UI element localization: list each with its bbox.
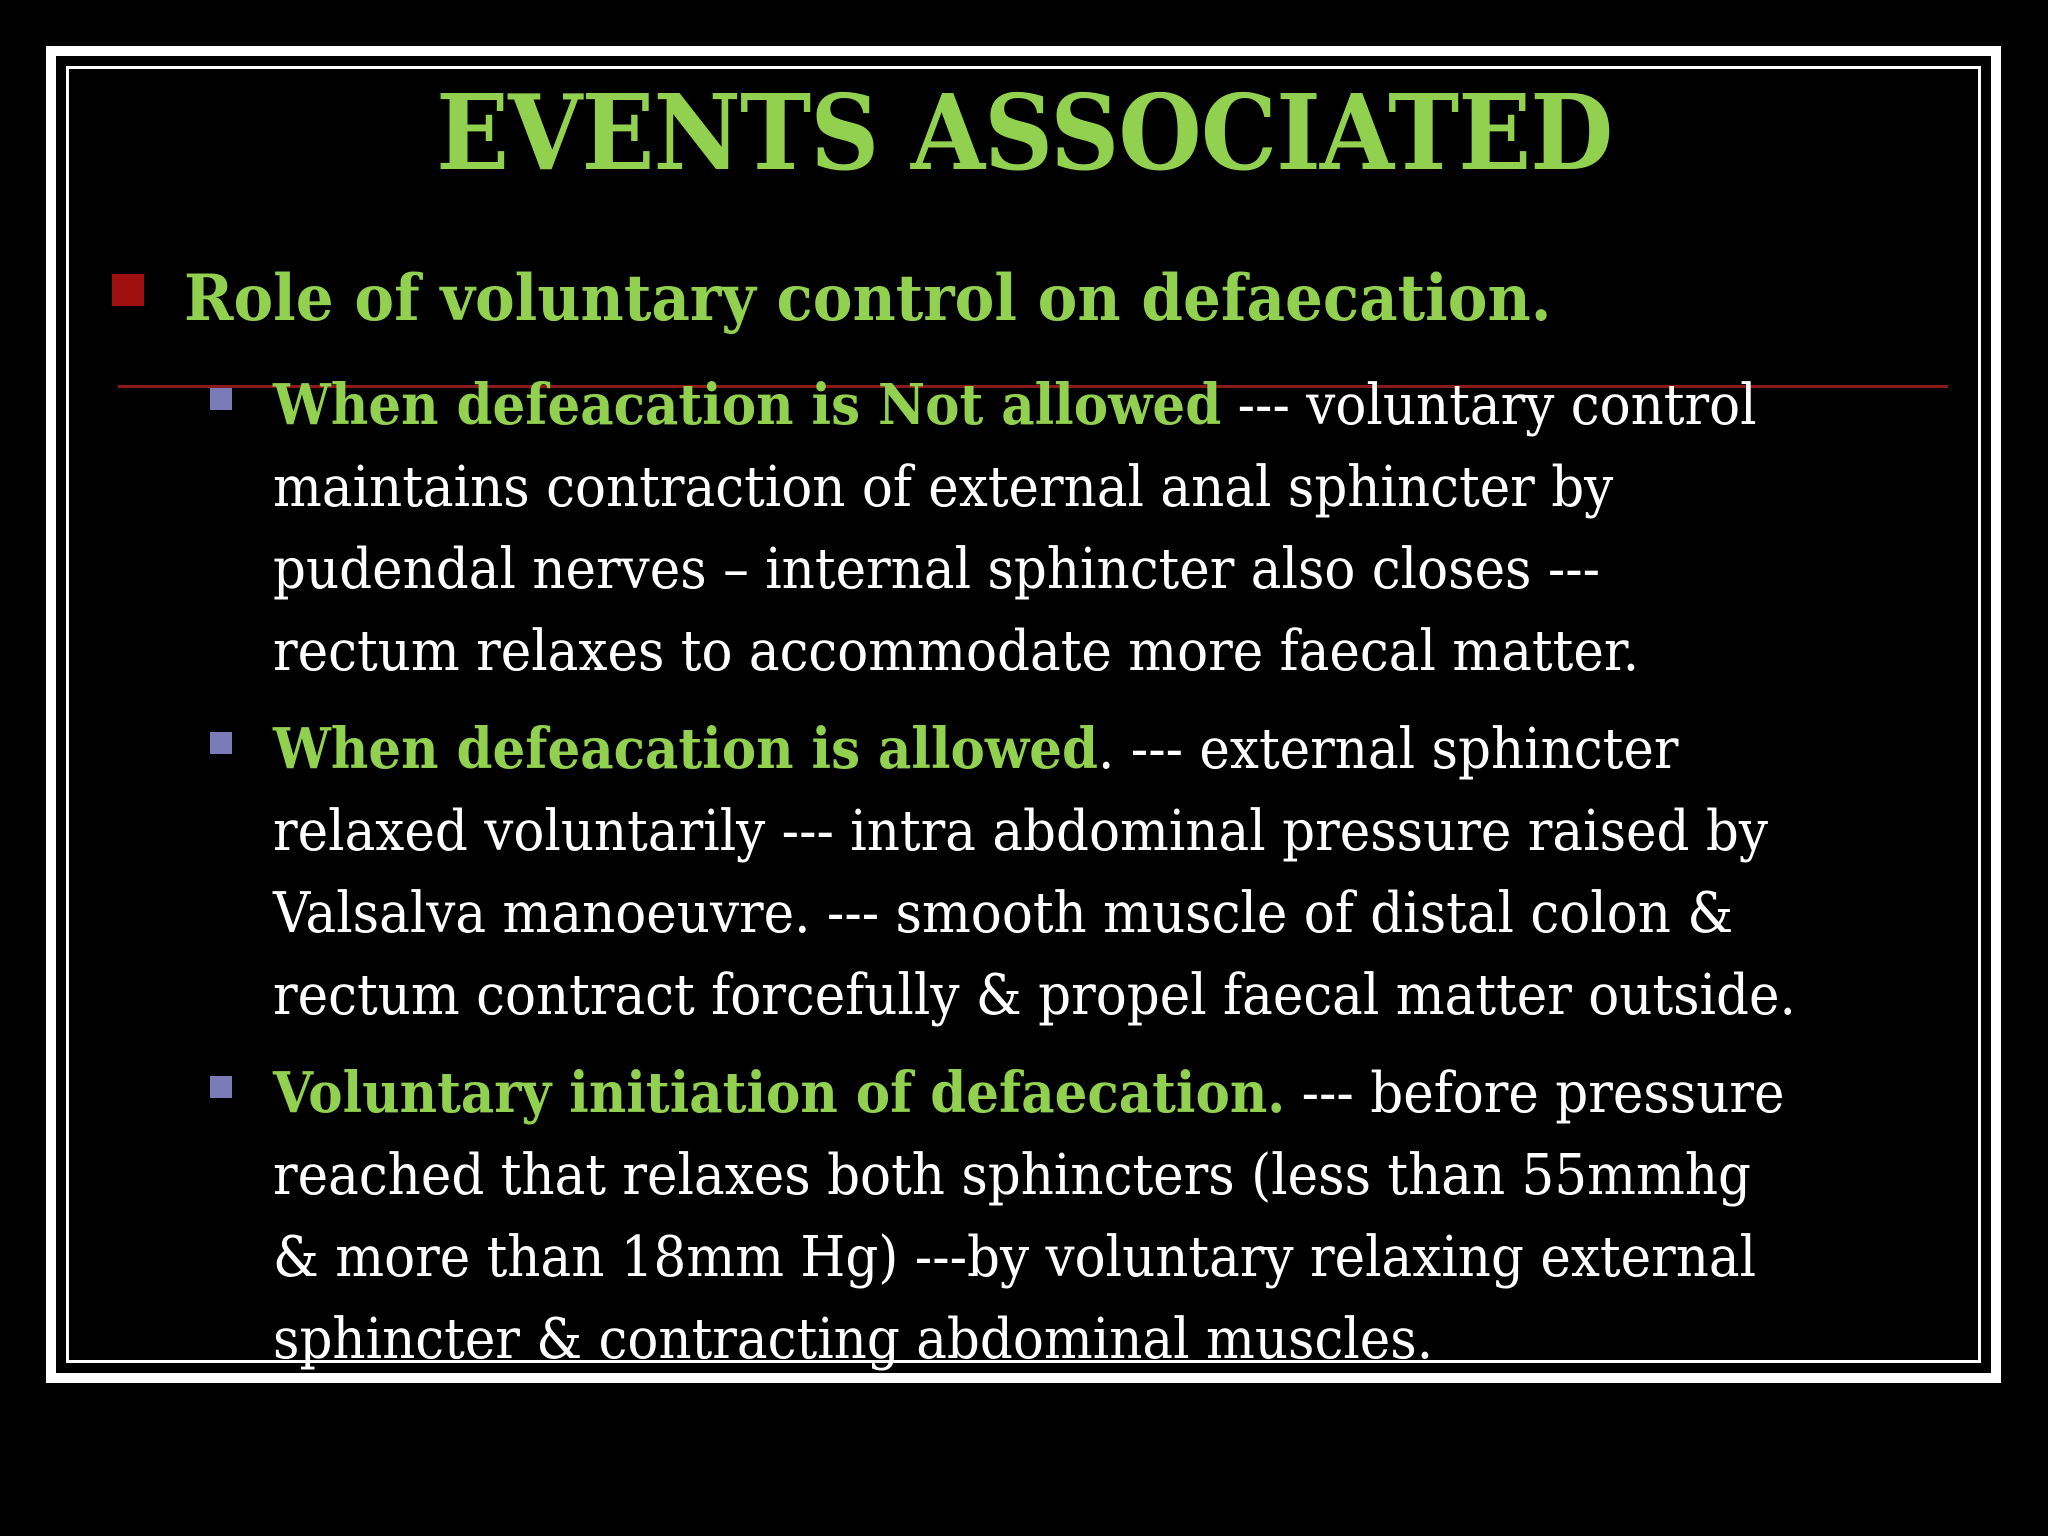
sub-point-line: . --- external sphincter	[1098, 717, 1679, 782]
sub-point-heading: When defeacation is allowed	[273, 716, 1099, 782]
sub-point-line: --- voluntary control	[1221, 373, 1757, 438]
main-point-text: Role of voluntary control on defaecation.	[184, 261, 1552, 336]
sub-point-paragraph	[273, 1052, 1892, 1381]
sub-point-line: maintains contraction of external anal sphincter by	[273, 455, 1614, 520]
sub-point-first-line	[273, 364, 1892, 447]
sub-point-paragraph	[273, 708, 1892, 1037]
slide-title	[0, 68, 2048, 198]
sub-point-line: reached that relaxes both sphincters (less than 55mmhg	[273, 1143, 1751, 1208]
sub-point-line: sphincter & contracting abdominal muscles.	[273, 1307, 1434, 1372]
sub-point-line: & more than 18mm Hg) ---by voluntary relaxing external	[273, 1225, 1757, 1290]
sub-point-heading: Voluntary initiation of defaecation.	[273, 1060, 1286, 1126]
sub-point-line: rectum contract forcefully & propel faecal matter outside.	[273, 963, 1796, 1028]
sub-point-line: Valsalva manoeuvre. --- smooth muscle of distal colon &	[273, 881, 1734, 946]
square-bullet-icon	[210, 1076, 232, 1098]
sub-point-line: --- before pressure	[1285, 1061, 1785, 1126]
sub-point-paragraph	[273, 364, 1892, 693]
sub-point-line: relaxed voluntarily --- intra abdominal pressure raised by	[273, 799, 1768, 864]
sub-point-first-line	[273, 1052, 1892, 1135]
sub-point-first-line	[273, 708, 1892, 791]
slide-title-text: EVENTS ASSOCIATED	[435, 71, 1613, 194]
square-bullet-icon	[210, 388, 232, 410]
sub-point-heading: When defeacation is Not allowed	[273, 372, 1222, 438]
square-bullet-icon	[112, 274, 144, 306]
sub-point-line: rectum relaxes to accommodate more faecal matter.	[273, 619, 1640, 684]
sub-point-line: pudendal nerves – internal sphincter also closes ---	[273, 537, 1601, 602]
square-bullet-icon	[210, 732, 232, 754]
